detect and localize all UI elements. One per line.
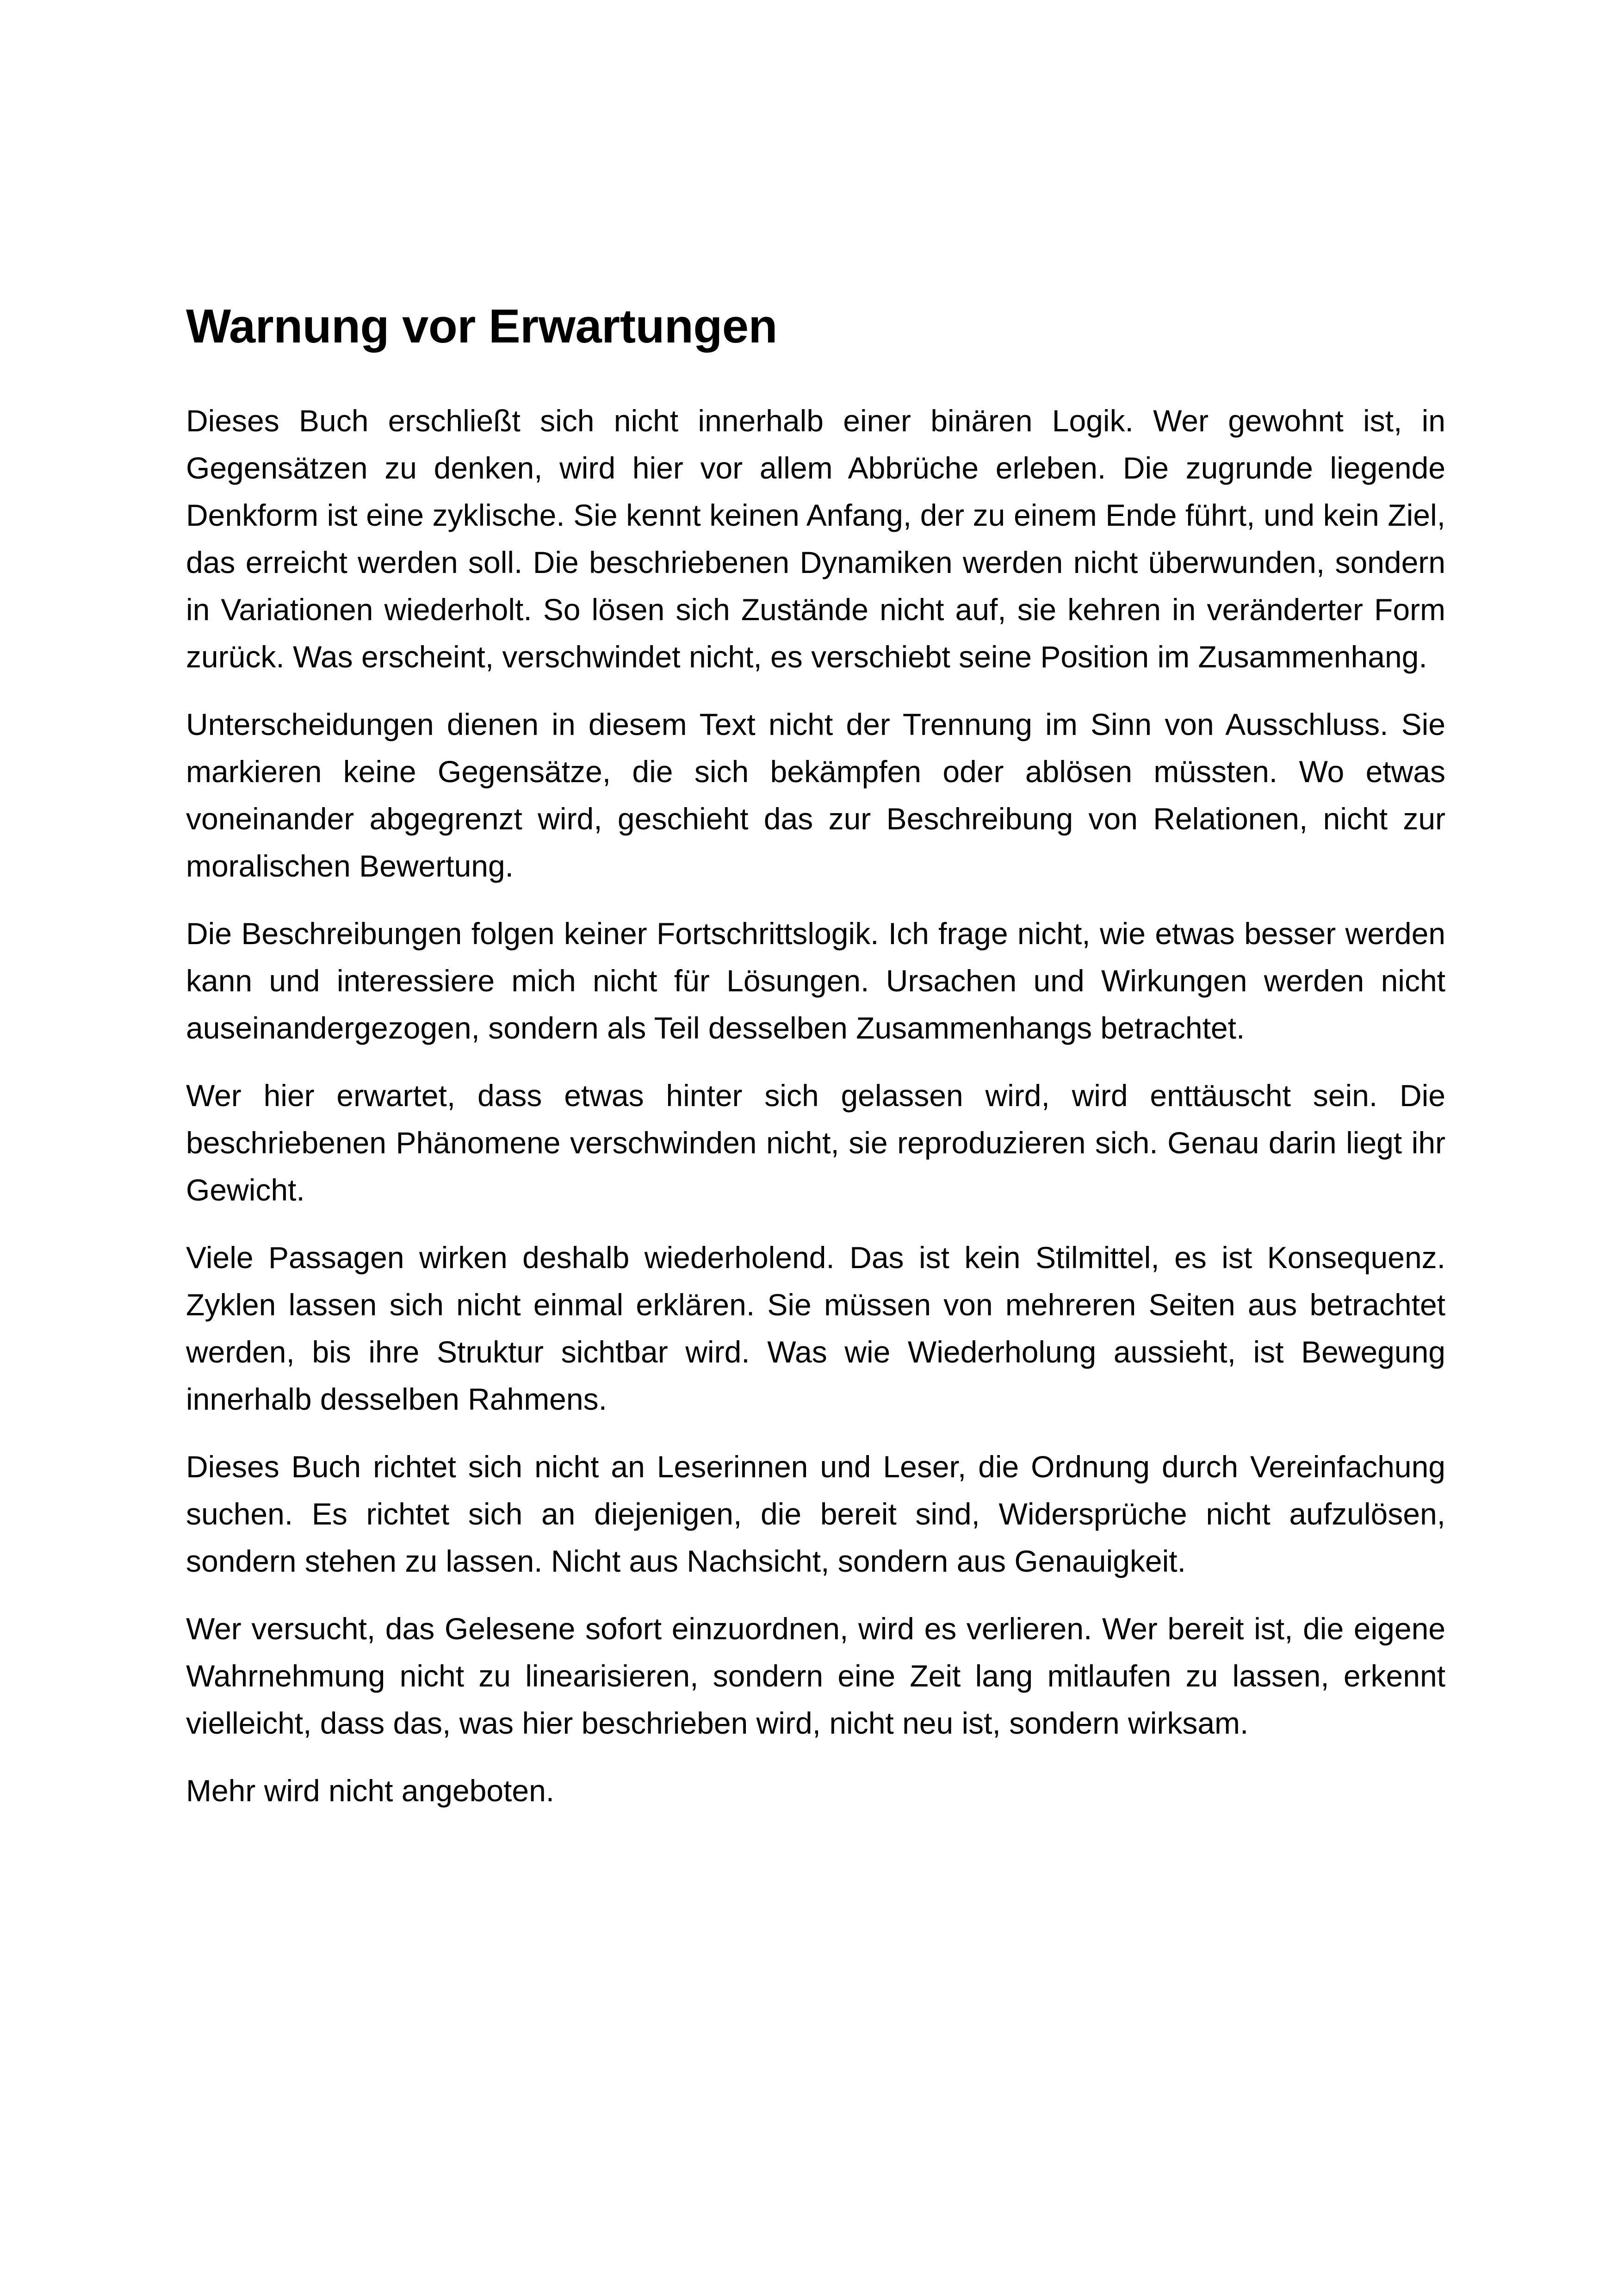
paragraph-5: Viele Passagen wirken deshalb wiederholend. Das ist kein Stilmittel, es ist Konsequenz. Zyklen lassen sich nicht einmal erklären. Sie müssen von mehreren Seiten aus betrachtet werden, bis ihre Struktur sichtbar wird. Was wie Wiederholung aussieht, ist Bewegung innerhalb desselben Rahmens. — [186, 1240, 1445, 1416]
paragraph-3: Die Beschreibungen folgen keiner Fortschrittslogik. Ich frage nicht, wie etwas besser werden kann und interessiere mich nicht für Lösungen. Ursachen und Wirkungen werden nicht auseinandergezogen, sondern als Teil desselben Zusammenhangs betrachtet. — [186, 916, 1445, 1045]
page-title: Warnung vor Erwartungen — [186, 299, 777, 353]
paragraph-8: Mehr wird nicht angeboten. — [186, 1773, 555, 1808]
paragraph-7: Wer versucht, das Gelesene sofort einzuordnen, wird es verlieren. Wer bereit ist, die eigene Wahrnehmung nicht zu linearisieren, sondern eine Zeit lang mitlaufen zu lassen, erkennt vielleicht, dass das, was hier beschrieben wird, nicht neu ist, sondern wirksam. — [186, 1612, 1445, 1740]
paragraph-6: Dieses Buch richtet sich nicht an Leserinnen und Leser, die Ordnung durch Vereinfachung suchen. Es richtet sich an diejenigen, die bereit sind, Widersprüche nicht aufzulösen, sondern stehen zu lassen. Nicht aus Nachsicht, sondern aus Genauigkeit. — [186, 1450, 1445, 1578]
document-body — [186, 296, 1445, 1835]
paragraph-1: Dieses Buch erschließt sich nicht innerhalb einer binären Logik. Wer gewohnt ist, in Gegensätzen zu denken, wird hier vor allem Abbrüche erleben. Die zugrunde liegende Denkform ist eine zyklische. Sie kennt keinen Anfang, der zu einem Ende führt, und kein Ziel, das erreicht werden soll. Die beschriebenen Dynamiken werden nicht überwunden, sondern in Variationen wiederholt. So lösen sich Zustände nicht auf, sie kehren in veränderter Form zurück. Was erscheint, verschwindet nicht, es verschiebt seine Position im Zusammenhang. — [186, 404, 1445, 674]
paragraph-2: Unterscheidungen dienen in diesem Text nicht der Trennung im Sinn von Ausschluss. Sie markieren keine Gegensätze, die sich bekämpfen oder ablösen müssten. Wo etwas voneinander abgegrenzt wird, geschieht das zur Beschreibung von Relationen, nicht zur moralischen Bewertung. — [186, 707, 1445, 883]
paragraph-4: Wer hier erwartet, dass etwas hinter sich gelassen wird, wird enttäuscht sein. Die beschriebenen Phänomene verschwinden nicht, sie reproduzieren sich. Genau darin liegt ihr Gewicht. — [186, 1078, 1445, 1207]
